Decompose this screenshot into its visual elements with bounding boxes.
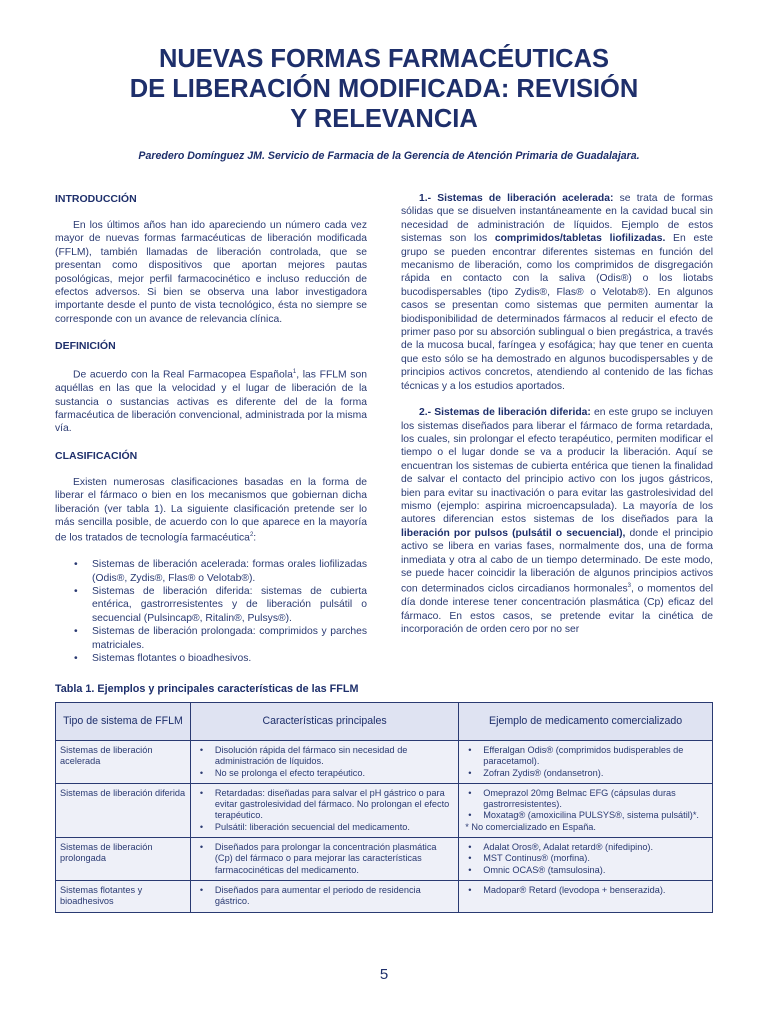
author-line: Paredero Domínguez JM. Servicio de Farmacia de la Gerencia de Atención Primaria de Guadalajara. <box>138 150 640 162</box>
list-item: • Sistemas de liberación prolongada: comprimidos y parches matriciales. <box>74 626 367 651</box>
definition-paragraph <box>55 366 367 435</box>
title-line-2: DE LIBERACIÓN MODIFICADA: REVISIÓN <box>129 75 639 103</box>
row-type: Sistemas de liberación prolongada <box>56 838 191 881</box>
ref-3: 3 <box>627 583 631 590</box>
bullet-icon: • <box>74 559 78 571</box>
article-title <box>0 44 768 134</box>
table-row <box>56 838 713 881</box>
feature-item: • Disolución rápida del fármaco sin necesidad de administración de líquidos. <box>199 745 408 767</box>
table-caption: Tabla 1. Ejemplos y principales características de las FFLM <box>55 683 359 695</box>
feature-item: • Retardadas: diseñadas para salvar el pH gástrico o para evitar gastrolesividad del fármaco. No prolongan el efecto terapéutico. <box>199 787 450 821</box>
example-item: • Madopar® Retard (levodopa + benserazida). <box>468 884 666 895</box>
example-item: • Adalat Oros®, Adalat retard® (nifedipino). <box>468 842 654 853</box>
definition-text-a: De acuerdo con la Real Farmacopea Española <box>73 369 293 381</box>
feature-item: • No se prolonga el efecto terapéutico. <box>199 767 366 778</box>
definition-text-b: , las FFLM son aquéllas en las que la velocidad y el lugar de liberación de la sustancia o sustancias activas es diferente del de la forma farmacéutica de liberación convencional, administrada por la misma vía. <box>55 369 367 435</box>
classification-heading: CLASIFICACIÓN <box>55 449 138 462</box>
table-row <box>56 741 713 784</box>
example-item: • MST Continus® (morfina). <box>468 853 590 864</box>
intro-paragraph: En los últimos años han ido apareciendo un número cada vez mayor de nuevas formas farmacéuticas de liberación modificada (FFLM), también llamadas de liberación controlada, que se presentan como dispositivos que aportan mejores pautas posológicas, mejor perfil farmacocinético e incluso reducción de efectos adversos. Si bien se observa una labor investigadora importante desde el punto de vista tecnológico, ésta no siempre se corresponde con un avance de relevancia clínica. <box>55 220 367 325</box>
row-type: Sistemas flotantes y bioadhesivos <box>56 880 191 912</box>
classification-paragraph <box>55 476 367 545</box>
accelerated-paragraph: 1.- Sistemas de liberación acelerada: se trata de formas sólidas que se disuelven instantáneamente en la cavidad bucal sin necesidad de administración de líquidos. Ejemplo de estos sistemas son los comprimidos/tabletas liofilizadas. En este grupo se pueden encontrar diferentes sistemas en función del mecanismo de liberación, como los comprimidos de disgregación rápida en contacto con la saliva (Odis®) o los liotabs bucodispersables (tipo Zydis®, Flas® o Velotab®). En algunos casos se presentan como sistemas que permiten aumentar la biodisponibilidad de determinados fármacos al reducir el efecto de primer paso por su absorción sublingual o bien pregástrica, a través de la mucosa bucal, faríngea y esofágica; hay que tener en cuenta que esto sólo se ha demostrado en algunos bucodispersables y de principios activos concretos, atendiendo al contenido de las fichas técnicas y a los estudios aportados. <box>401 193 713 392</box>
table-header-row <box>56 703 713 741</box>
lyophilized-term: comprimidos/tabletas liofilizadas. <box>494 233 666 245</box>
fflm-table <box>55 702 713 913</box>
delayed-heading: 2.- Sistemas de liberación diferida: <box>419 407 591 419</box>
example-item: • Zofran Zydis® (ondansetron). <box>468 767 604 778</box>
title-line-3: Y RELEVANCIA <box>290 105 478 133</box>
list-item: • Sistemas de liberación acelerada: formas orales liofilizadas (Odis®, Zydis®, Flas® o Velotab®). <box>74 559 367 584</box>
example-item: • Omeprazol 20mg Belmac EFG (cápsulas duras gastrorresistentes). <box>468 787 676 810</box>
table-row <box>56 783 713 837</box>
column-header-type: Tipo de sistema de FFLM <box>56 703 191 741</box>
classification-text-b: : <box>253 532 257 544</box>
definition-heading: DEFINICIÓN <box>55 340 116 353</box>
ref-2: 2 <box>249 532 254 539</box>
page-number: 5 <box>379 966 389 983</box>
bullet-icon: • <box>74 653 78 665</box>
example-item: • Omnic OCAS® (tamsulosina). <box>468 864 606 875</box>
delayed-paragraph: 2.- Sistemas de liberación diferida: en este grupo se incluyen los sistemas diseñados para liberar el fármaco de forma retardada, los cuales, sin prolongar el efecto terapéutico, permiten modificar el tiempo o el lugar donde se va a producir la liberación. Aquí se encuentran los sistemas de cubierta entérica que tienen la finalidad de salvar el contacto del principio activo con los jugos gástricos, bien para evitar su inactivación o para evitar las gastrolesividad del mismo (ejemplo: aspirina microencapsulada). La mayoría de los autores diferencian estos sistemas de los diseñados para la liberación por pulsos (pulsátil o secuencial), donde el principio activo se libera en varias fases, normalmente dos, una de forma inmediata y otra al cabo de un tiempo determinado. De este modo, se puede hacer coincidir la liberación de algunos principios activos con determinados ciclos circadianos hormonales$^3$, o momentos del día donde interese tener concentración plasmática (Cp) eficaz del fármaco. En estos casos, se pretende evitar la cinética de incorporación de orden cero por no ser <box>401 407 713 636</box>
list-item: • Sistemas flotantes o bioadhesivos. <box>74 653 252 665</box>
row-type: Sistemas de liberación diferida <box>56 783 191 837</box>
bullet-icon: • <box>74 626 78 638</box>
pulse-release-term: liberación por pulsos (pulsátil o secuencial), <box>401 527 626 539</box>
feature-item: • Diseñados para prolongar la concentración plasmática (Cp) del fármaco o para mejorar las características farmacocinéticas del medicamento. <box>199 842 437 875</box>
intro-heading: INTRODUCCIÓN <box>55 193 137 205</box>
feature-item: • Diseñados para aumentar el periodo de residencia gástrico. <box>199 884 421 907</box>
bullet-icon: • <box>74 586 78 597</box>
table-note: * No comercializado en España. <box>465 821 596 832</box>
list-item: • Sistemas de liberación diferida: sistemas de cubierta entérica, gastrorresistentes y de liberación pulsátil o secuencial (Pulsincap®, Ritalin®, Pulsys®). <box>74 586 367 624</box>
classification-text-a: Existen numerosas clasificaciones basadas en la forma de liberar el fármaco o bien en los mecanismos que gobiernan dicha liberación (ver tabla 1). La siguiente clasificación pretende ser lo más sencilla posible, de acuerdo con lo que aparece en la mayoría de los tratados de tecnología farmacéutica <box>55 476 367 544</box>
title-line-1: NUEVAS FORMAS FARMACÉUTICAS <box>158 45 610 73</box>
ref-1: 1 <box>292 369 297 376</box>
column-header-features: Características principales <box>190 703 458 741</box>
example-item: • Moxatag® (amoxicilina PULSYS®, sistema pulsátil)*. <box>468 810 699 821</box>
left-column <box>55 192 367 665</box>
right-column <box>401 192 713 636</box>
example-item: • Efferalgan Odis® (comprimidos budisperables de paracetamol). <box>468 745 684 767</box>
classification-list <box>55 558 367 665</box>
table-row <box>56 880 713 912</box>
column-header-examples: Ejemplo de medicamento comercializado <box>459 703 713 741</box>
accelerated-heading: 1.- Sistemas de liberación acelerada: <box>419 193 614 204</box>
feature-item: • Pulsátil: liberación secuencial del medicamento. <box>199 821 410 832</box>
row-type: Sistemas de liberación acelerada <box>56 741 191 784</box>
